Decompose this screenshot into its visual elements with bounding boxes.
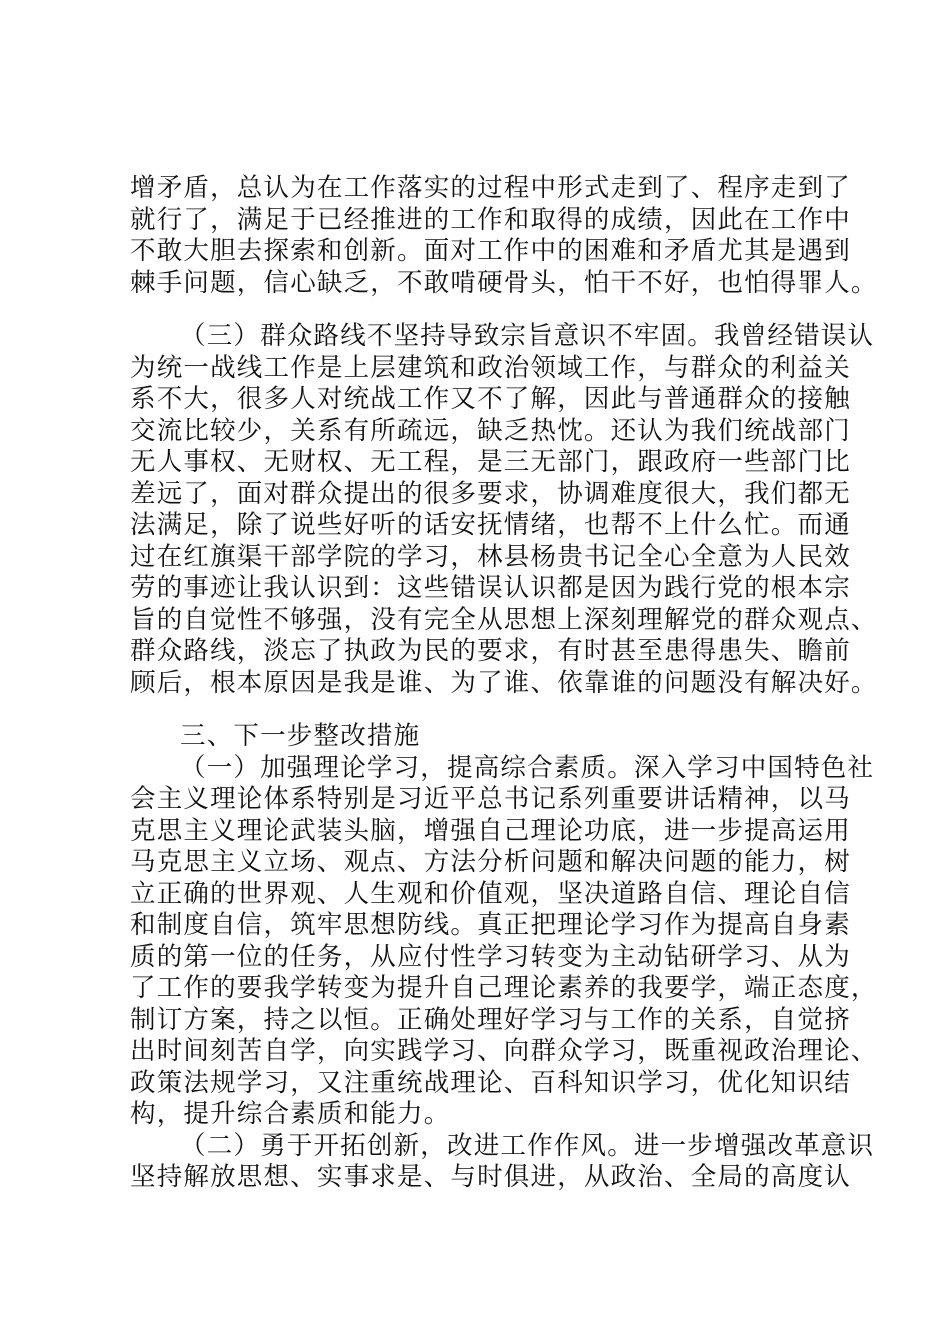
text-line: 差远了，面对群众提出的很多要求，协调难度很大，我们都无 xyxy=(130,478,851,509)
text-line: 劳的事迹让我认识到：这些错误认识都是因为践行党的根本宗 xyxy=(130,573,851,603)
text-line: 构，提升综合素质和能力。 xyxy=(130,1099,451,1129)
text-line: 顾后，根本原因是我是谁、为了谁、依靠谁的问题没有解决好。 xyxy=(130,667,878,698)
text-line: （一）加强理论学习，提高综合素质。深入学习中国特色社 xyxy=(180,752,875,783)
text-line: 会主义理论体系特别是习近平总书记系列重要讲话精神，以马 xyxy=(130,784,851,814)
text-line: 系不大，很多人对统战工作又不了解，因此与普通群众的接触 xyxy=(130,384,851,414)
text-line: （二）勇于开拓创新，改进工作作风。进一步增强改革意识 xyxy=(180,1130,875,1161)
text-line: 旨的自觉性不够强，没有完全从思想上深刻理解党的群众观点、 xyxy=(130,604,878,635)
text-line: 政策法规学习，又注重统战理论、百科知识学习，优化知识结 xyxy=(130,1067,851,1098)
paragraph-2 xyxy=(130,321,878,699)
text-line: 增矛盾，总认为在工作落实的过程中形式走到了、程序走到了 xyxy=(130,173,851,203)
text-line: 马克思主义立场、观点、方法分析问题和解决问题的能力，树 xyxy=(130,847,851,877)
document-page xyxy=(130,173,878,1194)
text-line: 交流比较少，关系有所疏远，缺乏热忱。还认为我们统战部门 xyxy=(130,415,851,446)
text-line: 群众路线，淡忘了执政为民的要求，有时甚至患得患失、瞻前 xyxy=(130,636,851,666)
text-line: 棘手问题，信心缺乏，不敢啃硬骨头，怕干不好，也怕得罪人。 xyxy=(130,267,878,298)
section-3-item-2 xyxy=(130,1130,875,1194)
text-line: 立正确的世界观、人生观和价值观，坚决道路自信、理论自信 xyxy=(130,878,851,909)
text-line: 坚持解放思想、实事求是、与时俱进，从政治、全局的高度认 xyxy=(130,1162,851,1192)
text-line: 法满足，除了说些好听的话安抚情绪，也帮不上什么忙。而通 xyxy=(130,510,851,540)
section-heading: 三、下一步整改措施 xyxy=(180,721,421,751)
text-line: 无人事权、无财权、无工程，是三无部门，跟政府一些部门比 xyxy=(130,447,851,477)
paragraph-gap xyxy=(130,299,850,321)
text-line: 了工作的要我学转变为提升自己理论素养的我要学，端正态度， xyxy=(130,973,878,1003)
section-3-item-1 xyxy=(130,752,878,1131)
paragraph-1 xyxy=(130,173,878,299)
text-line: 不敢大胆去探索和创新。面对工作中的困难和矛盾尤其是遇到 xyxy=(130,236,851,266)
text-line: 过在红旗渠干部学院的学习，林县杨贵书记全心全意为人民效 xyxy=(130,541,851,572)
text-line: （三）群众路线不坚持导致宗旨意识不牢固。我曾经错误认 xyxy=(180,321,875,351)
text-line: 就行了，满足于已经推进的工作和取得的成绩，因此在工作中 xyxy=(130,204,851,235)
text-line: 为统一战线工作是上层建筑和政治领域工作，与群众的利益关 xyxy=(130,352,851,383)
text-line: 和制度自信，筑牢思想防线。真正把理论学习作为提高自身素 xyxy=(130,910,851,940)
text-line: 克思主义理论武装头脑，增强自己理论功底，进一步提高运用 xyxy=(130,815,851,846)
section-3 xyxy=(130,721,878,1194)
paragraph-gap xyxy=(130,699,850,721)
text-line: 质的第一位的任务，从应付性学习转变为主动钻研学习、从为 xyxy=(130,941,851,972)
text-line: 出时间刻苦自学，向实践学习、向群众学习，既重视政治理论、 xyxy=(130,1036,878,1066)
text-line: 制订方案，持之以恒。正确处理好学习与工作的关系，自觉挤 xyxy=(130,1004,851,1035)
